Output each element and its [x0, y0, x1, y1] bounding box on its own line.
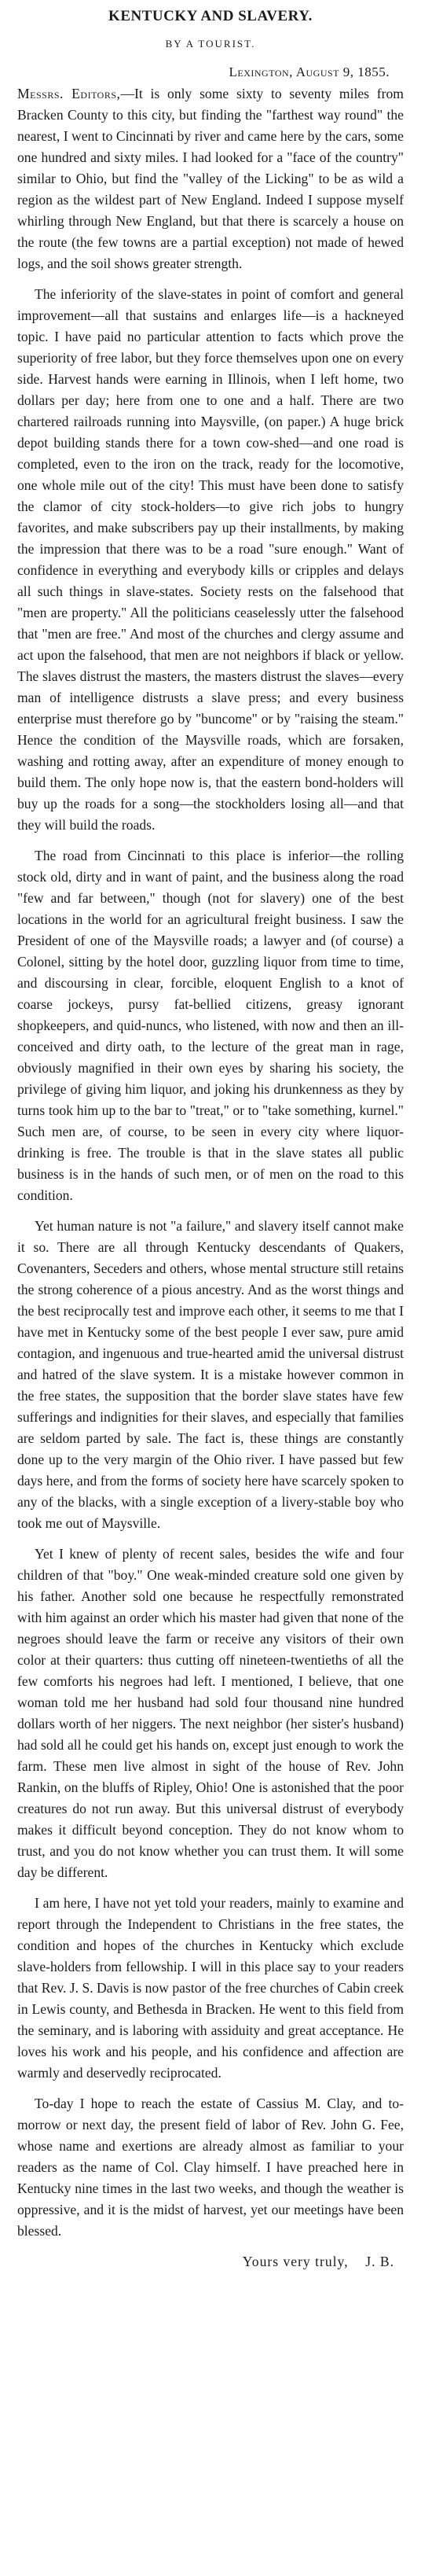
article-paragraph-1 — [17, 83, 404, 274]
article-paragraph-3: The road from Cincinnati to this place is inferior—the rolling stock old, dirty and in want of paint, and the business along the road "few and far between," though (not for slavery) one of the best locations in the world for an agricultural freight business. I saw the President of one of the Maysville roads; a lawyer and (of course) a Colonel, sitting by the hotel door, guzzling liquor from time to time, and discoursing in clear, forcible, eloquent English to a knot of coarse jockeys, pursy fat-bellied citizens, greasy ignorant shopkeepers, and quid-nuncs, who listened, with now and then an ill-conceived and dirty oath, to the lecture of the great man in rage, obviously magnified in their own eyes by sharing his society, the privilege of giving him liquor, and joking his drunkenness as they by turns took him up to the bar to "treat," or to "take something, kurnel." Such men are, of course, to be seen in every city where liquor-drinking is free. The trouble is that in the slave states all public business is in the hands of such men, or of men on the road to this condition. — [17, 848, 404, 1203]
article-signoff — [17, 2251, 394, 2272]
article-paragraph-5: Yet I knew of plenty of recent sales, besides the wife and four children of that "boy." One weak-minded creature sold one given by his father. Another sold one because he respectfully remonstrated with him against an order which his master had given that none of the negroes should leave the farm or receive any visitors of their own color at their quarters: thus cutting off nineteen-twentieths of all the few comforts his negroes had left. I mentioned, I believe, that one woman told me her husband had sold four thousand nine hundred dollars worth of her niggers. The next neighbor (her sister's husband) had sold all he could get his hands on, except just enough to work the farm. These men live almost in sight of the house of Rev. John Rankin, on the bluffs of Ripley, Ohio! One is astonished that the poor creatures do not run away. But this universal distrust of everybody makes it difficult beyond conception. They do not know whom to trust, and you do not know whether you can trust them. It will some day be different. — [17, 1546, 404, 1880]
article-title: KENTUCKY AND SLAVERY. — [108, 8, 313, 24]
salutation: Messrs. Editors, — [17, 86, 121, 101]
paragraph-1-text: —It is only some sixty to seventy miles from Bracken County to this city, but finding the "farthest way round" the nearest, I went to Cincinnati by river and came here by the cars, some one hundred and sixty miles. I had looked for a "face of the country" similar to Ohio, but find the "valley of the Licking" to be as wild a region as the wildest part of New England. Indeed I suppose myself whirling through New England, but that there is scarcely a house on the route (the few towns are a partial exception) not made of hewed logs, and the soil shows greater strength. — [17, 86, 404, 271]
signature: J. B. — [365, 2254, 394, 2269]
article-byline: BY A TOURIST. — [165, 38, 256, 50]
article-paragraph-2: The inferiority of the slave-states in point of comfort and general improvement—all that sustains and enlarges life—is a hackneyed topic. I have paid no particular attention to facts which prove the superiority of free labor, but they force themselves upon one on every side. Harvest hands were earning in Illinois, when I left home, two dollars per day; here from one to one and a half. There are two chartered railroads running into Maysville, (on paper.) A huge brick depot building stands there for a town cow-shed—and one road is completed, even to the iron on the track, ready for the locomotive, one whole mile out of the city! This must have been done to satisfy the clamor of city stock-holders—to give rich jobs to hungry favorites, and make subscribers pay up their installments, by making the impression that there was to be a road "sure enough." Want of confidence in everything and everybody kills or cripples and delays all such things in slave-states. Society rests on the falsehood that "men are property." All the politicians ceaselessly utter the falsehood that "men are free." And most of the churches and clergy assume and act upon the falsehood, that men are not neighbors if black or yellow. The slaves distrust the masters, the masters distrust the slaves—every man of intelligence distrusts a slave press; and every business enterprise must therefore go by "buncome" or by "raising the steam." Hence the condition of the Maysville roads, which are forsaken, washing and rotting away, after an expenditure of money enough to build them. The only hope now is, that the eastern bond-holders will buy up the roads for a song—the stockholders losing all—and that they will build the roads. — [17, 286, 404, 833]
article-paragraph-7: To-day I hope to reach the estate of Cassius M. Clay, and to-morrow or next day, the present field of labor of Rev. John G. Fee, whose name and exertions are already almost as familiar to your readers as the name of Col. Clay himself. I have preached here in Kentucky nine times in the last two weeks, and though the weather is oppressive, and it is the midst of harvest, yet our meetings have been blessed. — [17, 2096, 404, 2239]
closing: Yours very truly, — [242, 2254, 349, 2269]
article-paragraph-4: Yet human nature is not "a failure," and slavery itself cannot make it so. There are all through Kentucky descendants of Quakers, Covenanters, Seceders and others, whose mental structure still retains the strong coherence of a pious ancestry. And as the worst things and the best reciprocally test and improve each other, it seems to me that I have met in Kentucky some of the best people I ever saw, pure amid contagion, and ingenuous and true-hearted amid the universal distrust and hatred of the slave system. It is a mistake however common in the free states, the supposition that the border slave states have few sufferings and indignities for their slaves, and especially that families are seldom parted by sale. The fact is, these things are constantly done up to the very margin of the Ohio river. I have passed but few days here, and from the forms of society here have scarcely spoken to any of the blacks, with a single exception of a livery-stable boy who took me out of Maysville. — [17, 1218, 404, 1531]
article-dateline: Lexington, August 9, 1855. — [229, 64, 390, 79]
article-paragraph-6: I am here, I have not yet told your readers, mainly to examine and report through the Independent to Christians in the free states, the condition and hopes of the churches in Kentucky which exclude slave-holders from fellowship. I will in this place say to your readers that Rev. J. S. Davis is now pastor of the free churches of Cabin creek in Lewis county, and Bethesda in Bracken. He went to this field from the seminary, and is laboring with assiduity and great acceptance. He loves his work and his people, and his confidence and affection are warmly and deservedly reciprocated. — [17, 1895, 404, 2081]
